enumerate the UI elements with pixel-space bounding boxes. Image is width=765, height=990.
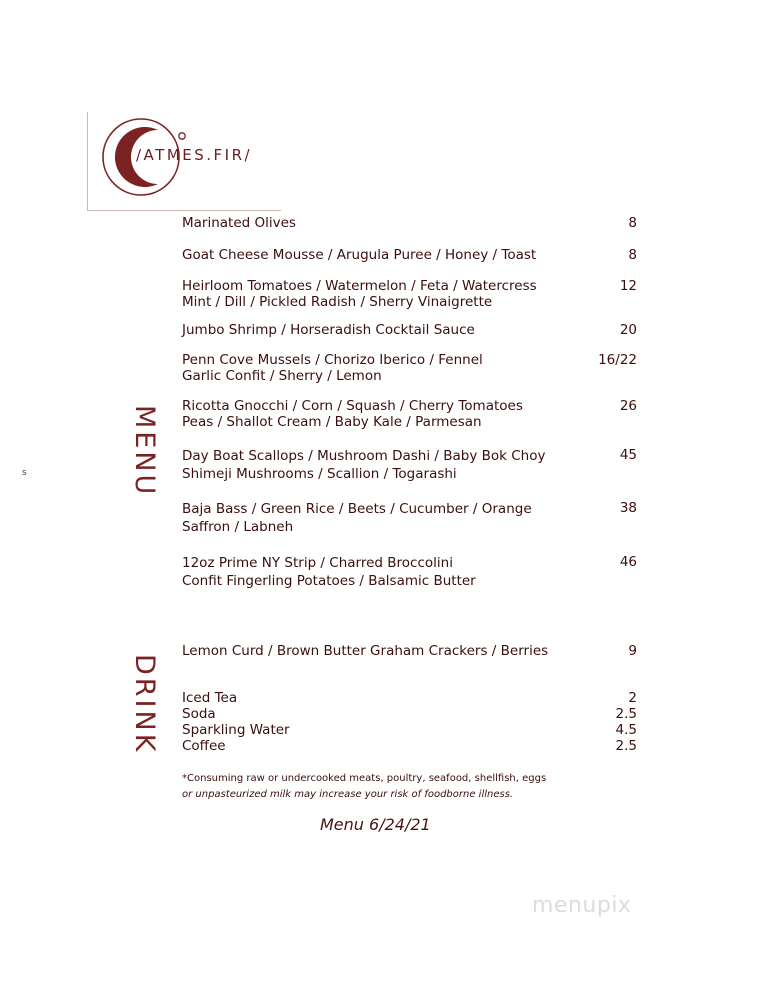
item-name-line: 12oz Prime NY Strip / Charred Broccolini — [182, 555, 453, 571]
menu-date: Menu 6/24/21 — [320, 815, 431, 834]
menupix-watermark: menupix — [532, 893, 632, 918]
food-safety-disclaimer — [182, 771, 546, 803]
disclaimer-line: *Consuming raw or undercooked meats, poultry, seafood, shellfish, eggs — [182, 773, 547, 784]
item-price: 12 — [619, 278, 637, 294]
item-name-line: Shimeji Mushrooms / Scallion / Togarashi — [182, 466, 457, 482]
item-name-line: Baja Bass / Green Rice / Beets / Cucumber / Orange — [182, 501, 532, 517]
drink-price: 4.5 — [615, 722, 637, 738]
menu-item — [182, 247, 637, 263]
menu-item — [182, 278, 637, 310]
item-price: 9 — [628, 643, 637, 659]
drink-price: 2 — [628, 690, 637, 706]
drink-price: 2.5 — [615, 706, 637, 722]
item-name-line: Lemon Curd / Brown Butter Graham Crackers / Berries — [182, 643, 549, 659]
item-price: 16/22 — [598, 352, 637, 368]
item-name-line: Garlic Confit / Sherry / Lemon — [182, 368, 382, 384]
menu-item — [182, 447, 637, 483]
item-name-line: Penn Cove Mussels / Chorizo Iberico / Fennel — [182, 352, 483, 368]
drink-row — [182, 690, 637, 706]
item-name-line: Ricotta Gnocchi / Corn / Squash / Cherry Tomatoes — [182, 398, 523, 414]
drink-row — [182, 706, 637, 722]
menu-item — [182, 322, 637, 338]
item-price: 20 — [619, 322, 637, 338]
item-name-line: Day Boat Scallops / Mushroom Dashi / Baby Bok Choy — [182, 448, 546, 464]
menu-item — [182, 398, 637, 430]
item-name-line: Heirloom Tomatoes / Watermelon / Feta / Watercress — [182, 278, 537, 294]
drink-price: 2.5 — [615, 738, 637, 754]
margin-mark: s — [22, 468, 27, 478]
drink-row — [182, 722, 637, 738]
disclaimer-line: or unpasteurized milk may increase your risk of foodborne illness. — [182, 789, 514, 800]
item-price: 45 — [619, 447, 637, 463]
drink-list — [182, 690, 637, 754]
drink-name: Coffee — [182, 738, 226, 754]
item-price: 8 — [628, 215, 637, 231]
item-name-line: Peas / Shallot Cream / Baby Kale / Parmesan — [182, 414, 482, 430]
item-name-line: Mint / Dill / Pickled Radish / Sherry Vinaigrette — [182, 294, 493, 310]
item-name-line: Saffron / Labneh — [182, 519, 294, 535]
menu-item — [182, 643, 637, 659]
drink-side-label: DRINK — [129, 654, 160, 755]
menu-item — [182, 352, 637, 384]
drink-name: Soda — [182, 706, 216, 722]
item-name-line: Confit Fingerling Potatoes / Balsamic Butter — [182, 573, 476, 589]
item-name-line: Goat Cheese Mousse / Arugula Puree / Honey / Toast — [182, 247, 537, 263]
logo-wordmark: /ATMES.FIR/ — [136, 146, 253, 164]
item-name-line: Marinated Olives — [182, 215, 296, 231]
item-price: 8 — [628, 247, 637, 263]
menu-item — [182, 215, 637, 231]
item-price: 26 — [619, 398, 637, 414]
drink-row — [182, 738, 637, 754]
item-name-line: Jumbo Shrimp / Horseradish Cocktail Sauce — [182, 322, 475, 338]
drink-name: Iced Tea — [182, 690, 238, 706]
menu-item — [182, 500, 637, 536]
item-price: 46 — [619, 554, 637, 570]
menu-item — [182, 554, 637, 590]
menu-side-label: MENU — [129, 405, 160, 498]
restaurant-logo — [100, 116, 280, 198]
drink-name: Sparkling Water — [182, 722, 290, 738]
item-price: 38 — [619, 500, 637, 516]
